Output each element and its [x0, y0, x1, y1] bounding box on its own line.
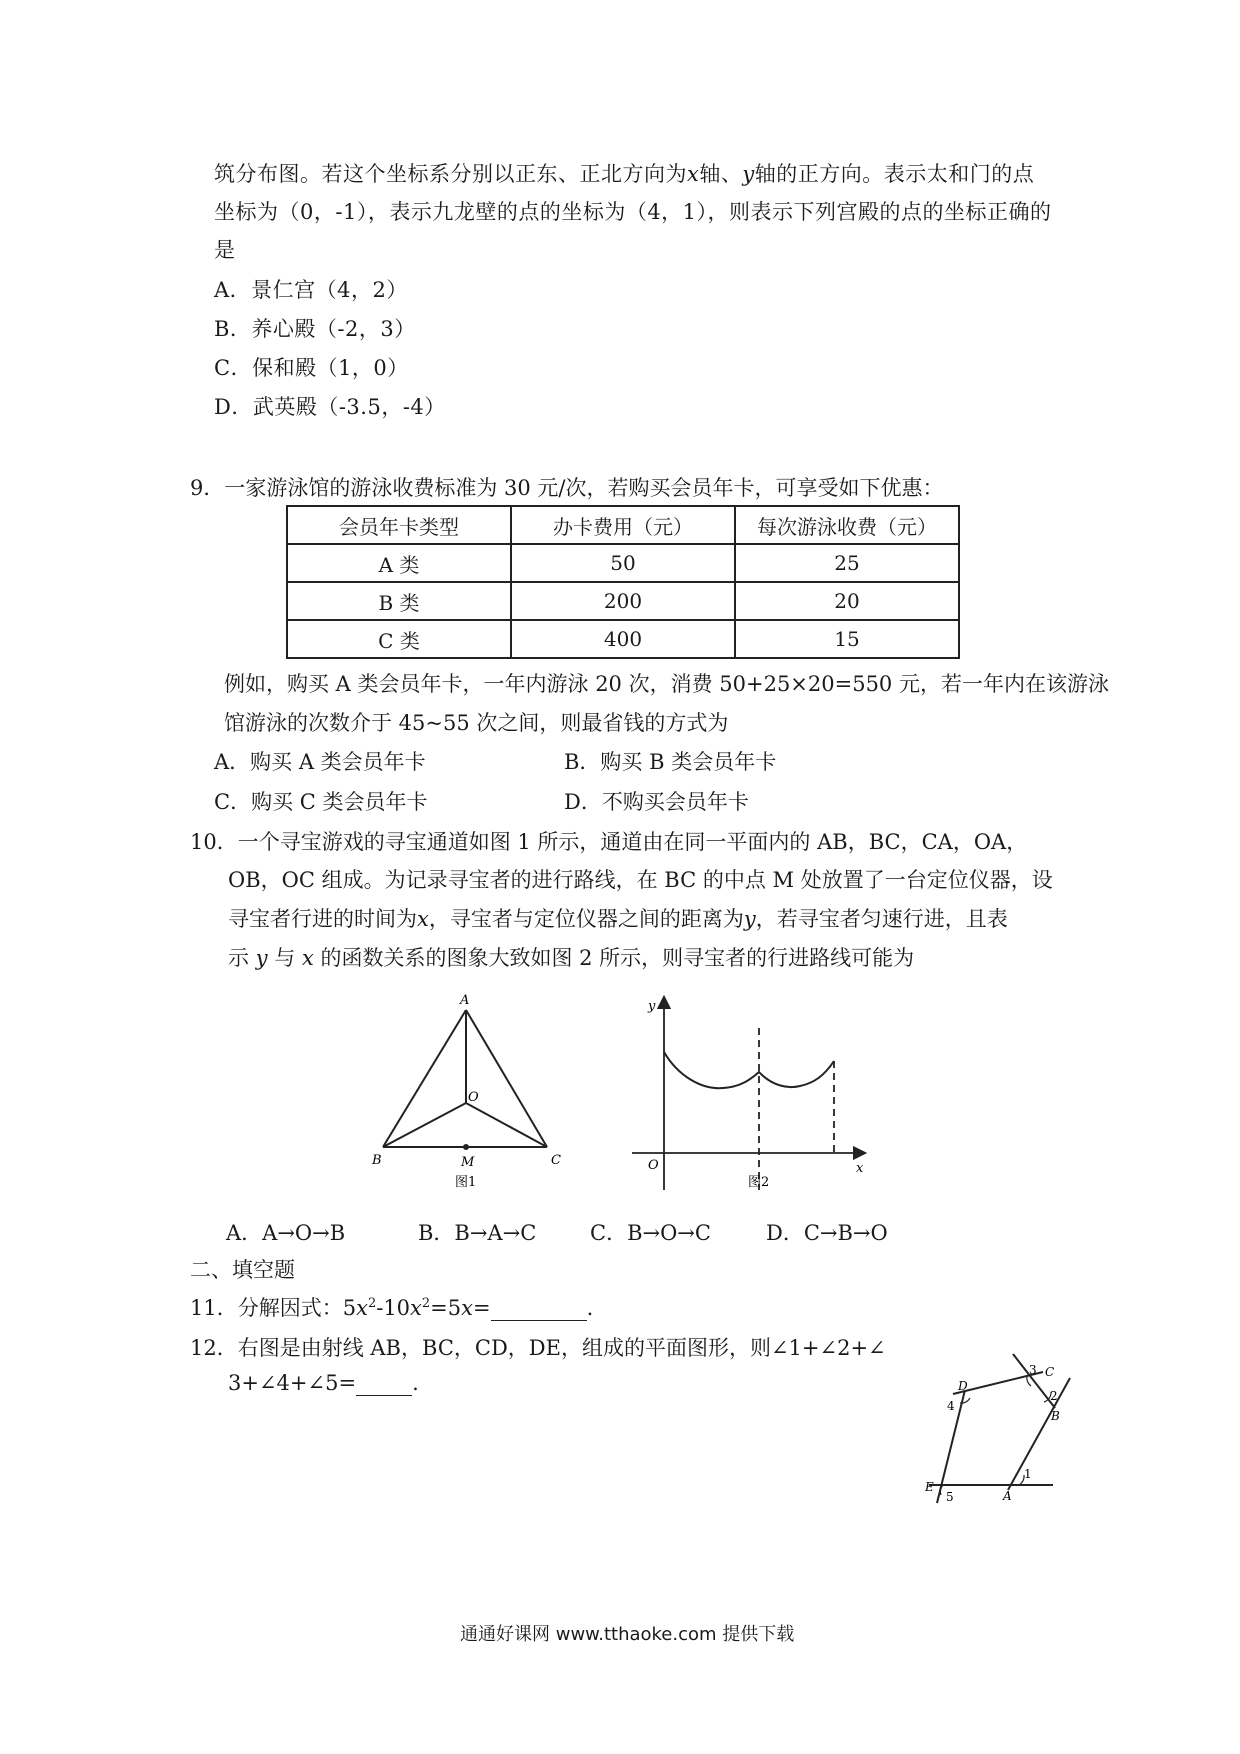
figure-2-graph — [620, 990, 870, 1190]
q11-mid2: =5 — [430, 1296, 462, 1320]
label-4: 4 — [947, 1399, 955, 1413]
q9-option-c: C．购买 C 类会员年卡 — [214, 790, 428, 814]
q10-option-b: B．B→A→C — [418, 1221, 537, 1245]
label-b: B — [372, 1153, 382, 1168]
label-y: y — [648, 999, 656, 1014]
q10-line4-a: 示 — [228, 946, 249, 970]
var-x: x — [301, 946, 314, 970]
q10-line3-b: ，寻宝者与定位仪器之间的距离为 — [428, 907, 744, 931]
q11-end: = — [472, 1296, 491, 1320]
q11-line — [190, 1292, 593, 1322]
table-cell: 15 — [735, 620, 959, 658]
q9-option-a: A．购买 A 类会员年卡 — [214, 750, 426, 774]
q8-line2: 坐标为（0，-1），表示九龙壁的点的坐标为（4，1），则表示下列宫殿的点的坐标正确的 — [214, 200, 1052, 224]
q12-line2 — [228, 1371, 419, 1396]
var-x: x — [417, 907, 429, 931]
q8-line1-mid: 轴、 — [699, 162, 743, 186]
label-5: 5 — [946, 1490, 954, 1504]
q10-option-d: D．C→B→O — [766, 1221, 888, 1245]
q8-line3: 是 — [214, 238, 236, 262]
q8-line1-end: 轴的正方向。表示太和门的点 — [754, 162, 1035, 186]
q9-stem: 9．一家游泳馆的游泳收费标准为 30 元/次，若购买会员年卡，可享受如下优惠： — [190, 476, 944, 500]
q10-line4-c: 的函数关系的图象大致如图 2 所示，则寻宝者的行进路线可能为 — [320, 946, 915, 970]
figure-2-caption: 图2 — [748, 1175, 770, 1190]
var-y: y — [255, 946, 268, 970]
table-cell: B 类 — [287, 582, 511, 620]
label-m: M — [461, 1155, 475, 1170]
table-cell: 200 — [511, 582, 735, 620]
figure-1-caption: 图1 — [455, 1175, 477, 1190]
q12-period: . — [412, 1371, 419, 1395]
label-1: 1 — [1024, 1467, 1032, 1481]
var-x: x — [461, 1296, 473, 1320]
label-3: 3 — [1029, 1363, 1037, 1377]
figure-1-triangle — [370, 990, 570, 1190]
q10-line3-c: ，若寻宝者匀速行进，且表 — [755, 907, 1008, 931]
table-row — [287, 582, 959, 620]
q8-option-a: A．景仁宫（4，2） — [214, 278, 408, 302]
table-cell: 50 — [511, 544, 735, 582]
function-curve — [664, 1052, 834, 1088]
label-origin: O — [648, 1158, 659, 1173]
point-m — [463, 1144, 469, 1150]
table-header: 每次游泳收费（元） — [735, 506, 959, 544]
label-o: O — [468, 1090, 479, 1105]
q8-line1 — [214, 158, 1034, 188]
segment-ab — [383, 1010, 466, 1147]
ray-ab — [1008, 1378, 1070, 1490]
q10-line4-b: 与 — [274, 946, 296, 970]
q8-line1-text: 筑分布图。若这个坐标系分别以正东、正北方向为 — [214, 162, 687, 186]
var-y: y — [742, 162, 755, 186]
q8-option-d: D．武英殿（-3.5，-4） — [214, 395, 446, 419]
table-cell: A 类 — [287, 544, 511, 582]
table-row — [287, 544, 959, 582]
label-x: x — [856, 1161, 864, 1176]
q8-option-c: C．保和殿（1，0） — [214, 356, 409, 380]
q12-line1: 12．右图是由射线 AB，BC，CD，DE，组成的平面图形，则∠1+∠2+∠ — [190, 1336, 886, 1360]
var-y: y — [743, 907, 756, 931]
q10-line2: OB，OC 组成。为记录寻宝者的进行路线，在 BC 的中点 M 处放置了一台定位仪器，设 — [228, 868, 1053, 892]
q10-option-a: A．A→O→B — [226, 1221, 346, 1245]
q12-answer-blank[interactable] — [356, 1371, 412, 1396]
q10-line3-a: 寻宝者行进的时间为 — [228, 907, 417, 931]
table-header-row — [287, 506, 959, 544]
label-c: C — [551, 1153, 561, 1168]
var-x: x — [410, 1296, 422, 1320]
footer-source: 通通好课网 www.tthaoke.com 提供下载 — [460, 1624, 795, 1645]
label-e: E — [925, 1480, 934, 1494]
label-b: B — [1051, 1409, 1060, 1423]
table-header: 会员年卡类型 — [287, 506, 511, 544]
label-a: A — [460, 993, 470, 1008]
q10-line3 — [228, 903, 1008, 933]
q10-option-c: C．B→O→C — [590, 1221, 711, 1245]
label-d: D — [958, 1379, 968, 1393]
q10-line4 — [228, 942, 914, 972]
q12-line2-text: 3+∠4+∠5= — [228, 1371, 357, 1395]
figure-rays-pentagon — [925, 1348, 1075, 1508]
q11-prefix: 11．分解因式：5 — [190, 1296, 357, 1320]
label-a: A — [1003, 1489, 1012, 1503]
fee-table — [286, 505, 960, 659]
var-x: x — [356, 1296, 368, 1320]
label-c: C — [1045, 1365, 1055, 1379]
q11-answer-blank[interactable] — [491, 1296, 587, 1321]
var-x: x — [687, 162, 700, 186]
table-row — [287, 620, 959, 658]
table-cell: 25 — [735, 544, 959, 582]
q9-option-d: D．不购买会员年卡 — [564, 790, 749, 814]
table-header: 办卡费用（元） — [511, 506, 735, 544]
exponent: 2 — [421, 1296, 431, 1311]
label-2: 2 — [1050, 1389, 1058, 1403]
q9-example-line1: 例如，购买 A 类会员年卡，一年内游泳 20 次，消费 50+25×20=550 元，若一年内在该游泳 — [224, 672, 1109, 696]
section-heading: 二、填空题 — [190, 1258, 295, 1282]
segment-ac — [466, 1010, 547, 1147]
q11-period: . — [586, 1296, 594, 1320]
q11-mid: -10 — [376, 1296, 411, 1320]
q9-example-line2: 馆游泳的次数介于 45~55 次之间，则最省钱的方式为 — [224, 711, 729, 735]
table-cell: C 类 — [287, 620, 511, 658]
table-cell: 20 — [735, 582, 959, 620]
q10-line1: 10．一个寻宝游戏的寻宝通道如图 1 所示，通道由在同一平面内的 AB，BC，CA，OA， — [190, 830, 1028, 854]
q8-option-b: B．养心殿（-2，3） — [214, 317, 416, 341]
q9-option-b: B．购买 B 类会员年卡 — [564, 750, 777, 774]
exponent: 2 — [367, 1296, 377, 1311]
table-cell: 400 — [511, 620, 735, 658]
